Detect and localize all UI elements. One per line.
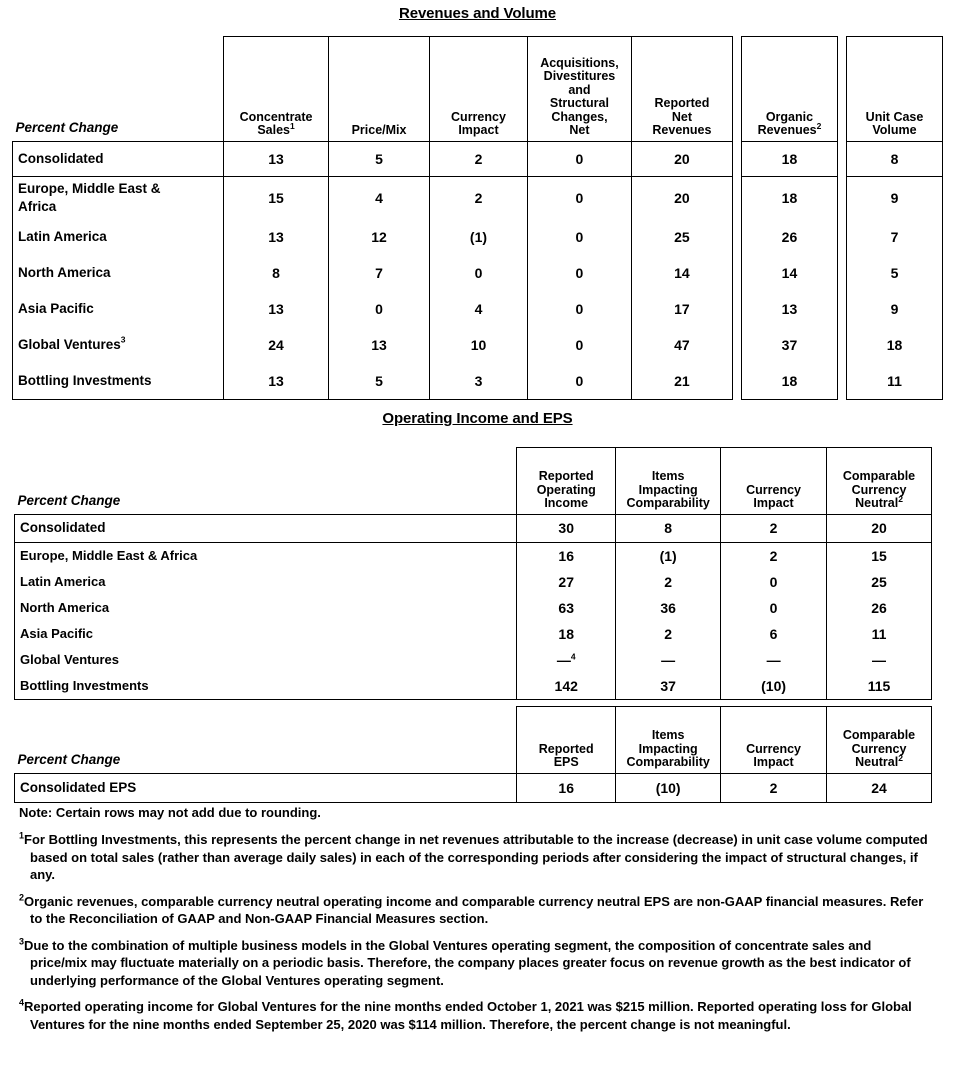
col-header-acquisitions-divestitures: Acquisitions, Divestitures and Structural Changes, Net bbox=[527, 37, 631, 142]
cell-value: 115 bbox=[827, 673, 932, 700]
table-operating-income bbox=[14, 447, 932, 700]
cell-value: 11 bbox=[847, 363, 943, 400]
cell-value: 16 bbox=[517, 542, 616, 569]
table-row bbox=[15, 514, 932, 542]
footnote-2-text: Organic revenues, comparable currency neutral operating income and comparable currency neutral EPS are non-GAAP financial measures. Refer to the Reconciliation of GAAP and Non-GAAP Financial Measures section. bbox=[24, 893, 924, 926]
table-row bbox=[15, 569, 932, 595]
cell-value: 12 bbox=[329, 219, 430, 255]
row-label-consolidated: Consolidated bbox=[15, 514, 517, 542]
stub-header-cell: Percent Change bbox=[17, 751, 121, 767]
cell-value: 20 bbox=[827, 514, 932, 542]
cell-value: 47 bbox=[631, 327, 732, 363]
footnote-4-text: Reported operating income for Global Ventures for the nine months ended October 1, 2021 was $215 million. Reported operating loss for Global Ventures for the nine months ended September 25, 2020 was $114 million. Therefore, the percent change is not meaningful. bbox=[24, 999, 912, 1032]
footnote-marker-2: 2 bbox=[816, 120, 822, 131]
cell-value: 18 bbox=[847, 327, 943, 363]
row-label-bottling-investments: Bottling Investments bbox=[15, 673, 517, 700]
cell-value: 0 bbox=[527, 219, 631, 255]
table-row bbox=[13, 255, 943, 291]
table-revenues-and-volume bbox=[12, 36, 943, 400]
cell-value: 6 bbox=[721, 621, 827, 647]
col-header-comparable-currency-neutral: Comparable Currency Neutral$^2$ bbox=[827, 707, 932, 774]
column-gap-2 bbox=[837, 37, 846, 142]
row-label-latin-america: Latin America bbox=[13, 219, 224, 255]
table-row bbox=[15, 673, 932, 700]
cell-value: 0 bbox=[527, 141, 631, 176]
cell-value: 3 bbox=[430, 363, 528, 400]
cell-value: — bbox=[616, 647, 721, 673]
cell-value: 8 bbox=[616, 514, 721, 542]
cell-value: 13 bbox=[329, 327, 430, 363]
cell-value: 18 bbox=[517, 621, 616, 647]
table-row bbox=[15, 542, 932, 569]
col-header-reported-net-revenues: Reported Net Revenues bbox=[631, 37, 732, 142]
table-revenues-header-row bbox=[13, 37, 943, 142]
cell-value: 10 bbox=[430, 327, 528, 363]
table-row bbox=[13, 141, 943, 176]
footnote-marker-4: 4 bbox=[19, 997, 25, 1008]
cell-value: 0 bbox=[721, 569, 827, 595]
column-gap-2 bbox=[837, 291, 846, 327]
cell-value: 18 bbox=[742, 363, 838, 400]
section-title-revenues-and-volume: Revenues and Volume bbox=[398, 5, 557, 22]
table-eps bbox=[14, 706, 932, 803]
col-header-items-impacting-comparability: Items Impacting Comparability bbox=[616, 448, 721, 515]
cell-value: 15 bbox=[827, 542, 932, 569]
table-operating-income-header-row bbox=[15, 448, 932, 515]
cell-value: 25 bbox=[827, 569, 932, 595]
col-header-currency-impact: Currency Impact bbox=[721, 448, 827, 515]
row-label-bottling-investments: Bottling Investments bbox=[13, 363, 224, 400]
cell-value: 0 bbox=[527, 363, 631, 400]
table-row bbox=[13, 363, 943, 400]
section-title-operating-income-and-eps: Operating Income and EPS bbox=[382, 410, 573, 427]
table-eps-header-row bbox=[15, 707, 932, 774]
cell-value: 2 bbox=[430, 141, 528, 176]
column-gap-1 bbox=[732, 255, 741, 291]
col-header-price-mix: Price/Mix bbox=[329, 37, 430, 142]
col-header-concentrate-sales: Concentrate Sales$^1$ bbox=[224, 37, 329, 142]
cell-value: — bbox=[721, 647, 827, 673]
cell-value: 16 bbox=[517, 773, 616, 802]
col-header-items-impacting-comparability: Items Impacting Comparability bbox=[616, 707, 721, 774]
cell-value: 0 bbox=[527, 327, 631, 363]
cell-value: 37 bbox=[616, 673, 721, 700]
cell-value: — bbox=[827, 647, 932, 673]
column-gap-1 bbox=[732, 327, 741, 363]
footnote-marker-2: 2 bbox=[898, 752, 903, 763]
cell-value: 26 bbox=[827, 595, 932, 621]
footnote-2 bbox=[19, 893, 931, 928]
row-label-emea: Europe, Middle East & Africa bbox=[13, 176, 224, 219]
cell-value: 13 bbox=[224, 141, 329, 176]
table-row bbox=[15, 621, 932, 647]
cell-value: 30 bbox=[517, 514, 616, 542]
cell-value: 2 bbox=[616, 569, 721, 595]
row-label-asia-pacific: Asia Pacific bbox=[13, 291, 224, 327]
column-gap-1 bbox=[732, 176, 741, 219]
table-row bbox=[13, 219, 943, 255]
cell-value: 4 bbox=[430, 291, 528, 327]
cell-value: 2 bbox=[721, 773, 827, 802]
cell-value: 5 bbox=[847, 255, 943, 291]
column-gap-1 bbox=[732, 141, 741, 176]
cell-value: (1) bbox=[430, 219, 528, 255]
cell-value: 20 bbox=[631, 176, 732, 219]
table-row bbox=[13, 176, 943, 219]
footnote-marker-4: 4 bbox=[570, 650, 576, 661]
cell-value: 15 bbox=[224, 176, 329, 219]
row-label-consolidated-eps: Consolidated EPS bbox=[15, 773, 517, 802]
cell-value: (10) bbox=[721, 673, 827, 700]
cell-value: 8 bbox=[847, 141, 943, 176]
note-rounding: Note: Certain rows may not add due to rounding. bbox=[19, 805, 321, 820]
table-row bbox=[15, 595, 932, 621]
column-gap-1 bbox=[732, 219, 741, 255]
column-gap-2 bbox=[837, 141, 846, 176]
footnote-1 bbox=[19, 831, 931, 884]
column-gap-1 bbox=[732, 37, 741, 142]
cell-value: 24 bbox=[224, 327, 329, 363]
cell-value: 37 bbox=[742, 327, 838, 363]
column-gap-1 bbox=[732, 291, 741, 327]
table-row bbox=[13, 291, 943, 327]
col-header-reported-eps: Reported EPS bbox=[517, 707, 616, 774]
cell-value: 18 bbox=[742, 141, 838, 176]
table-row bbox=[15, 647, 932, 673]
column-gap-2 bbox=[837, 363, 846, 400]
stub-header-cell: Percent Change bbox=[17, 492, 121, 508]
cell-value: 2 bbox=[721, 542, 827, 569]
footnotes-section bbox=[19, 804, 931, 1042]
cell-value: 24 bbox=[827, 773, 932, 802]
cell-value: 18 bbox=[742, 176, 838, 219]
cell-value: (10) bbox=[616, 773, 721, 802]
footnote-1-text: For Bottling Investments, this represents the percent change in net revenues attributable to the increase (decrease) in unit case volume computed based on total sales (rather than average daily sales) in each of the corresponding periods after considering the impact of structural changes, if any. bbox=[24, 832, 928, 882]
cell-value: 0 bbox=[527, 176, 631, 219]
cell-value: 21 bbox=[631, 363, 732, 400]
cell-value: 5 bbox=[329, 141, 430, 176]
footnote-3-text: Due to the combination of multiple business models in the Global Ventures operating segment, the composition of concentrate sales and price/mix may fluctuate materially on a periodic basis. Therefore, the company places greater focus on revenue growth as the best indicator of underlying performance of the Global Ventures operating segment. bbox=[24, 937, 911, 988]
cell-value: 2 bbox=[430, 176, 528, 219]
row-label-emea: Europe, Middle East & Africa bbox=[15, 542, 517, 569]
column-gap-2 bbox=[837, 219, 846, 255]
table-row bbox=[15, 773, 932, 802]
cell-value: 11 bbox=[827, 621, 932, 647]
footnote-marker-2: 2 bbox=[898, 493, 903, 504]
cell-value: 0 bbox=[329, 291, 430, 327]
cell-value: 13 bbox=[224, 219, 329, 255]
cell-value: 17 bbox=[631, 291, 732, 327]
col-header-currency-impact: Currency Impact bbox=[430, 37, 528, 142]
row-label-latin-america: Latin America bbox=[15, 569, 517, 595]
cell-value: 13 bbox=[742, 291, 838, 327]
row-label-north-america: North America bbox=[13, 255, 224, 291]
cell-value: 0 bbox=[430, 255, 528, 291]
footnote-marker-2: 2 bbox=[19, 892, 25, 903]
cell-value: 36 bbox=[616, 595, 721, 621]
cell-value: 0 bbox=[527, 255, 631, 291]
column-gap-2 bbox=[837, 176, 846, 219]
cell-value: 7 bbox=[847, 219, 943, 255]
col-header-comparable-currency-neutral: Comparable Currency Neutral$^2$ bbox=[827, 448, 932, 515]
cell-value: 9 bbox=[847, 176, 943, 219]
row-label-north-america: North America bbox=[15, 595, 517, 621]
col-header-organic-revenues: Organic Revenues$^2$ bbox=[742, 37, 838, 142]
col-header-currency-impact: Currency Impact bbox=[721, 707, 827, 774]
footnote-marker-3: 3 bbox=[19, 936, 25, 947]
footnote-marker-1: 1 bbox=[290, 120, 295, 131]
footnote-marker-1: 1 bbox=[19, 830, 25, 841]
footnote-marker-3: 3 bbox=[120, 334, 126, 345]
row-label-consolidated: Consolidated bbox=[13, 141, 224, 176]
cell-value: 13 bbox=[224, 363, 329, 400]
cell-value: 0 bbox=[721, 595, 827, 621]
footnote-3 bbox=[19, 937, 931, 990]
cell-value: —$^4$ bbox=[517, 647, 616, 673]
cell-value: 14 bbox=[742, 255, 838, 291]
cell-value: 27 bbox=[517, 569, 616, 595]
column-gap-2 bbox=[837, 255, 846, 291]
column-gap-2 bbox=[837, 327, 846, 363]
cell-value: 63 bbox=[517, 595, 616, 621]
row-label-asia-pacific: Asia Pacific bbox=[15, 621, 517, 647]
cell-value: 2 bbox=[721, 514, 827, 542]
cell-value: 8 bbox=[224, 255, 329, 291]
cell-value: 14 bbox=[631, 255, 732, 291]
cell-value: 4 bbox=[329, 176, 430, 219]
cell-value: 7 bbox=[329, 255, 430, 291]
cell-value: 142 bbox=[517, 673, 616, 700]
cell-value: 0 bbox=[527, 291, 631, 327]
footnote-4 bbox=[19, 998, 931, 1033]
cell-value: 5 bbox=[329, 363, 430, 400]
cell-value: 26 bbox=[742, 219, 838, 255]
cell-value: 13 bbox=[224, 291, 329, 327]
col-header-unit-case-volume: Unit Case Volume bbox=[847, 37, 943, 142]
row-label-global-ventures: Global Ventures bbox=[15, 647, 517, 673]
cell-value: (1) bbox=[616, 542, 721, 569]
table-row bbox=[13, 327, 943, 363]
row-label-global-ventures: Global Ventures$^3$ bbox=[13, 327, 224, 363]
cell-value: 9 bbox=[847, 291, 943, 327]
cell-value: 2 bbox=[616, 621, 721, 647]
cell-value: 25 bbox=[631, 219, 732, 255]
stub-header-cell: Percent Change bbox=[15, 119, 119, 135]
column-gap-1 bbox=[732, 363, 741, 400]
cell-value: 20 bbox=[631, 141, 732, 176]
col-header-reported-operating-income: Reported Operating Income bbox=[517, 448, 616, 515]
